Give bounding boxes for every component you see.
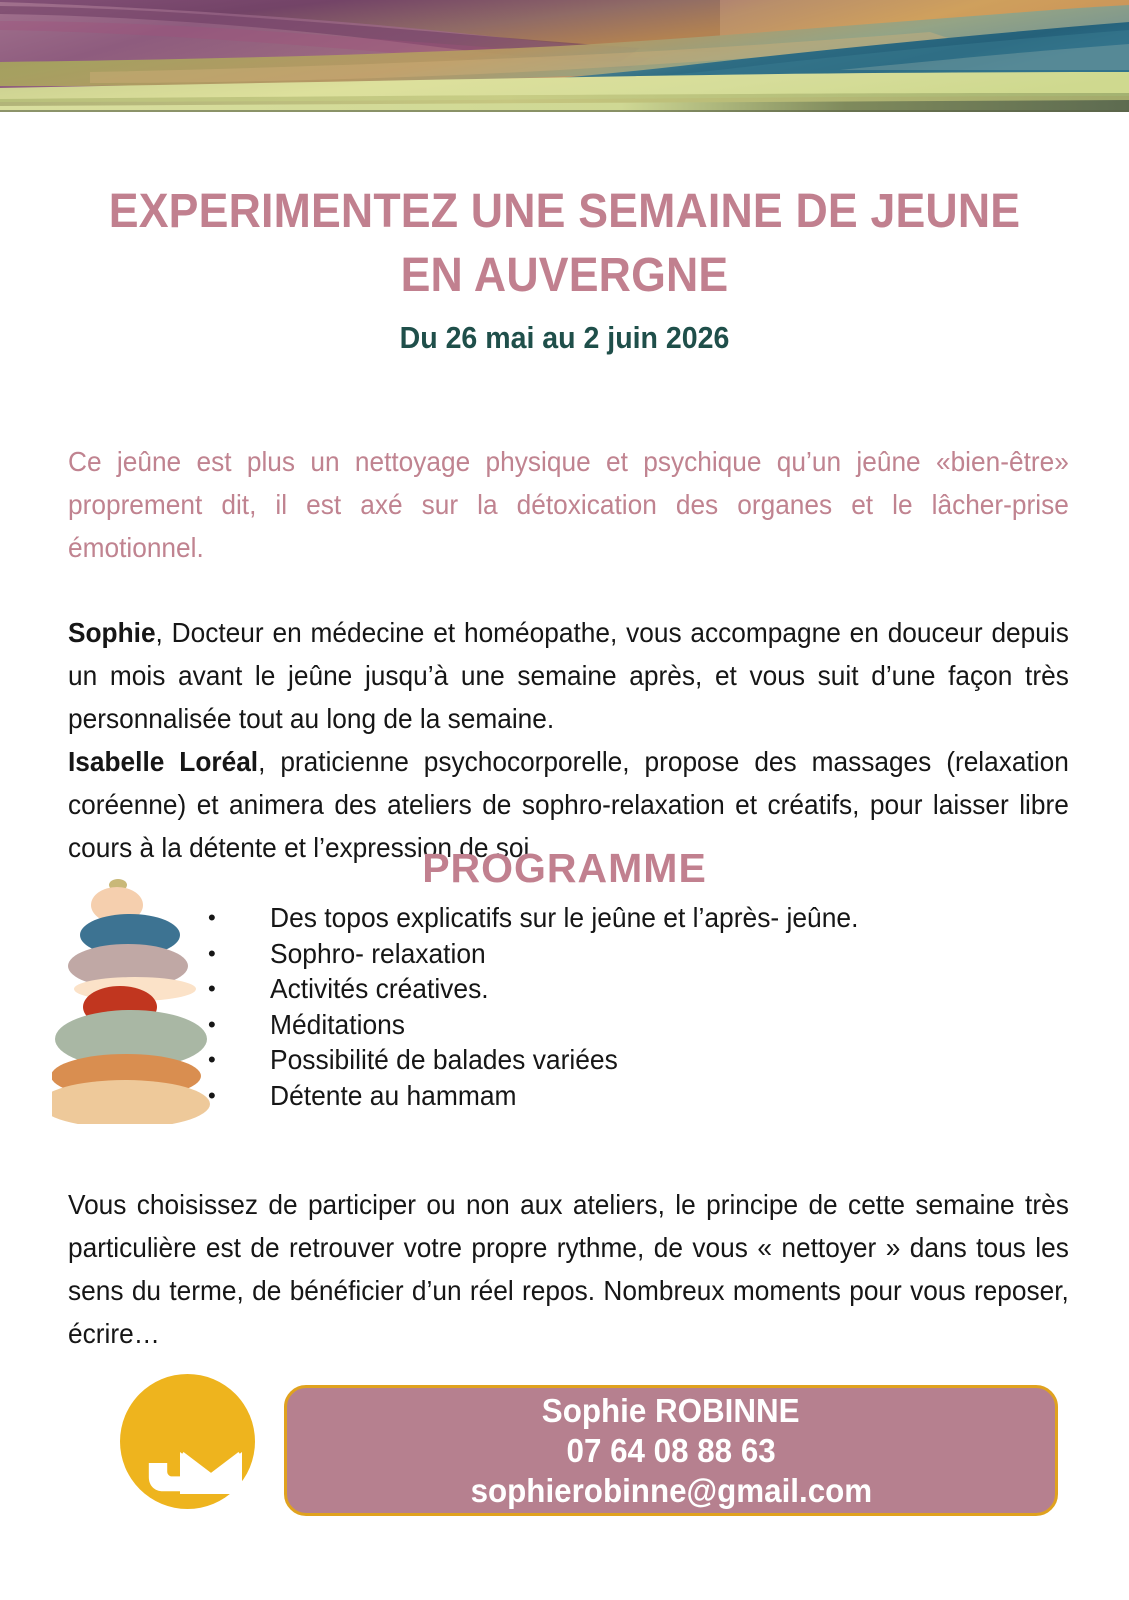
list-item-label: Des topos explicatifs sur le jeûne et l’après- jeûne. (270, 902, 859, 933)
list-item (200, 1042, 960, 1078)
contact-name: Sophie ROBINNE (542, 1391, 800, 1429)
bullet-icon: • (208, 1047, 216, 1072)
header-banner-image (0, 0, 1129, 112)
list-item (200, 936, 960, 972)
bullet-icon: • (208, 905, 216, 930)
sophie-name: Sophie (68, 616, 156, 648)
closing-paragraph: Vous choisissez de participer ou non aux ateliers, le principe de cette semaine très particulière est de retrouver votre propre rythme, de vous « nettoyer » dans tous les sens du terme, de bénéficier d’un réel repos. Nombreux moments pour vous reposer, écrire… (68, 1188, 1069, 1349)
intro-paragraph: Ce jeûne est plus un nettoyage physique et psychique qu’un jeûne «bien-être» proprement dit, il est axé sur la détoxication des organes et le lâcher-prise émotionnel. (68, 445, 1069, 563)
isabelle-name: Isabelle Loréal (68, 745, 259, 777)
phone-envelope-icon (120, 1374, 255, 1509)
list-item-label: Sophro- relaxation (270, 937, 486, 969)
sophie-description: , Docteur en médecine et homéopathe, vous accompagne en douceur depuis un mois avant le jeûne jusqu’à une semaine après, et vous suit d’une façon très personnalisée tout au long de la semaine. (68, 616, 1069, 734)
contact-email[interactable]: sophierobinne@gmail.com (470, 1471, 872, 1509)
practitioners-paragraph (68, 611, 1069, 869)
date-subtitle: Du 26 mai au 2 juin 2026 (399, 320, 730, 355)
page-title: EXPERIMENTEZ UNE SEMAINE DE JEUNE EN AUVERGNE (108, 185, 1021, 302)
bullet-icon: • (208, 1011, 216, 1037)
list-item (200, 900, 960, 936)
list-item-label: Activités créatives. (270, 973, 489, 1004)
bullet-icon: • (208, 976, 216, 1001)
list-item-label: Possibilité de balades variées (270, 1044, 618, 1075)
list-item (200, 971, 960, 1007)
list-item (200, 1078, 960, 1114)
bullet-icon: • (208, 1082, 216, 1108)
contact-phone[interactable]: 07 64 08 88 63 (566, 1431, 776, 1469)
bullet-icon: • (208, 940, 216, 966)
isabelle-description: , praticienne psychocorporelle, propose des massages (relaxation coréenne) et animera des ateliers de sophro-relaxation et créatifs, pour laisser libre cours à la détente et l’expression de soi. (68, 745, 1069, 863)
list-item (200, 1007, 960, 1043)
contact-banner (284, 1385, 1058, 1516)
list-item-label: Méditations (270, 1008, 406, 1040)
list-item-label: Détente au hammam (270, 1079, 517, 1111)
stacked-stones-icon (52, 876, 212, 1124)
programme-list (200, 900, 960, 1113)
programme-heading: PROGRAMME (422, 845, 707, 891)
